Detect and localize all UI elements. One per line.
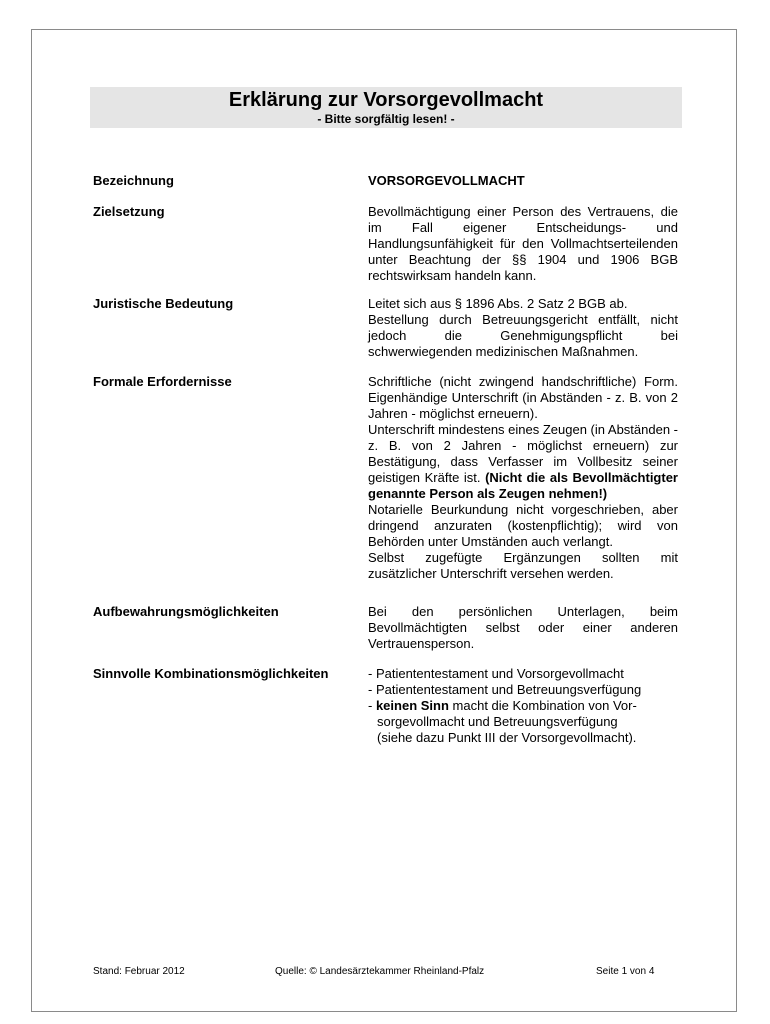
formale-part-2 [368,422,678,502]
value-aufbewahrung: Bei den persönlichen Unterlagen, beim Bevollmächtigten selbst oder einer anderen Vertrauensperson. [368,604,678,651]
document-page [31,29,737,1012]
kombination-item-3 [368,698,678,714]
footer-stand: Stand: Februar 2012 [93,966,185,977]
juristische-line-1: Leitet sich aus § 1896 Abs. 2 Satz 2 BGB ab. [368,296,628,311]
kombination-item-3-rest: macht die Kombination von Vor- [448,698,637,713]
label-aufbewahrung: Aufbewahrungsmöglichkeiten [93,604,279,619]
kombination-item-3-bold: keinen Sinn [375,698,449,713]
label-bezeichnung: Bezeichnung [93,173,174,188]
kombination-item-1: - Patiententestament und Vorsorgevollmacht [368,666,624,681]
kombination-item-3-line-2: sorgevollmacht und Betreuungsverfügung [377,714,618,729]
juristische-line-2: Bestellung durch Betreuungsgericht entfällt, nicht jedoch die Genehmigungspflicht bei schwerwiegenden medizinischen Maßnahmen. [368,312,678,359]
label-zielsetzung: Zielsetzung [93,204,165,219]
formale-part-2-text: Unterschrift mindestens eines Zeugen (in Abständen - z. B. von 2 Jahren - möglichst erneuern) zur Bestätigung, dass Verfasser im Vollbesitz seiner geistigen Kräfte ist. [368,422,679,485]
page-subtitle: - Bitte sorgfältig lesen! - [317,112,455,126]
footer-quelle: Quelle: © Landesärztekammer Rheinland-Pfalz [275,966,485,977]
kombination-item-2: - Patiententestament und Betreuungsverfügung [368,682,642,697]
page-title: Erklärung zur Vorsorgevollmacht [228,89,544,111]
label-kombination: Sinnvolle Kombinationsmöglichkeiten [93,666,329,681]
formale-part-4: Selbst zugefügte Ergänzungen sollten mit zusätzlicher Unterschrift versehen werden. [368,550,678,581]
value-zielsetzung: Bevollmächtigung einer Person des Vertrauens, die im Fall eigener Entscheidungs- und Handlungsunfähigkeit für den Vollmachtserteilenden unter Beachtung der §§ 1904 und 1906 BGB rechtswirksam handeln kann. [368,204,678,283]
title-banner [90,87,682,128]
value-formale-erfordernisse [368,374,678,582]
formale-part-1: Schriftliche (nicht zwingend handschriftliche) Form. Eigenhändige Unterschrift (in Abständen - z. B. von 2 Jahren - möglichst erneuern). [368,374,678,421]
label-formale-erfordernisse: Formale Erfordernisse [93,374,232,389]
footer-seite: Seite 1 von 4 [596,966,655,977]
kombination-item-3-line-3: (siehe dazu Punkt III der Vorsorgevollmacht). [377,730,637,745]
formale-part-2-bold: (Nicht die als Bevollmächtigter genannte Person als Zeugen nehmen!) [368,470,678,501]
kombination-item-3-prefix: - [368,698,376,713]
value-kombination [368,666,678,746]
formale-part-3: Notarielle Beurkundung nicht vorgeschrieben, aber dringend anzuraten (kostenpflichtig); wird von Behörden unter Umständen auch verlangt. [368,502,678,549]
value-juristische-bedeutung [368,296,678,360]
value-bezeichnung: VORSORGEVOLLMACHT [368,173,525,188]
label-juristische-bedeutung: Juristische Bedeutung [93,296,234,311]
